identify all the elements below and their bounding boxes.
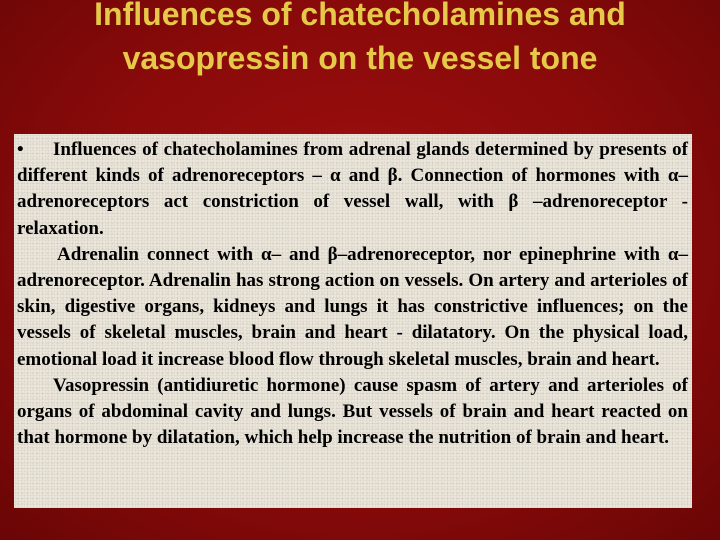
- paragraph-2: [17, 242, 688, 373]
- paragraph-3: [17, 373, 688, 452]
- paragraph-1: [17, 137, 688, 242]
- paragraph-3-text: Vasopressin (antidiuretic hormone) cause spasm of artery and arterioles of organs of abdominal cavity and lungs. But vessels of brain and heart reacted on that hormone by dilatation, which help increase the nutrition of brain and heart.: [17, 374, 688, 449]
- slide-title: Influences of chatecholamines and vasopressin on the vessel tone: [94, 0, 626, 76]
- bullet-marker: •: [17, 139, 24, 160]
- paragraph-1-text: Influences of chatecholamines from adrenal glands determined by presents of different kinds of adrenoreceptors – α and β. Connection of hormones with α–adrenoreceptors act constriction of vessel wall, with β –adrenoreceptor - relaxation.: [17, 139, 688, 239]
- paragraph-2-text: Adrenalin connect with α– and β–adrenoreceptor, nor epinephrine with α–adrenoreceptor. Adrenalin has strong action on vessels. On artery and arterioles of skin, digestive organs, kidneys and lungs it has constrictive influences; on the vessels of skeletal muscles, brain and heart - dilatatory. On the physical load, emotional load it increase blood flow through skeletal muscles, brain and heart.: [17, 243, 688, 370]
- content-box: [14, 134, 692, 508]
